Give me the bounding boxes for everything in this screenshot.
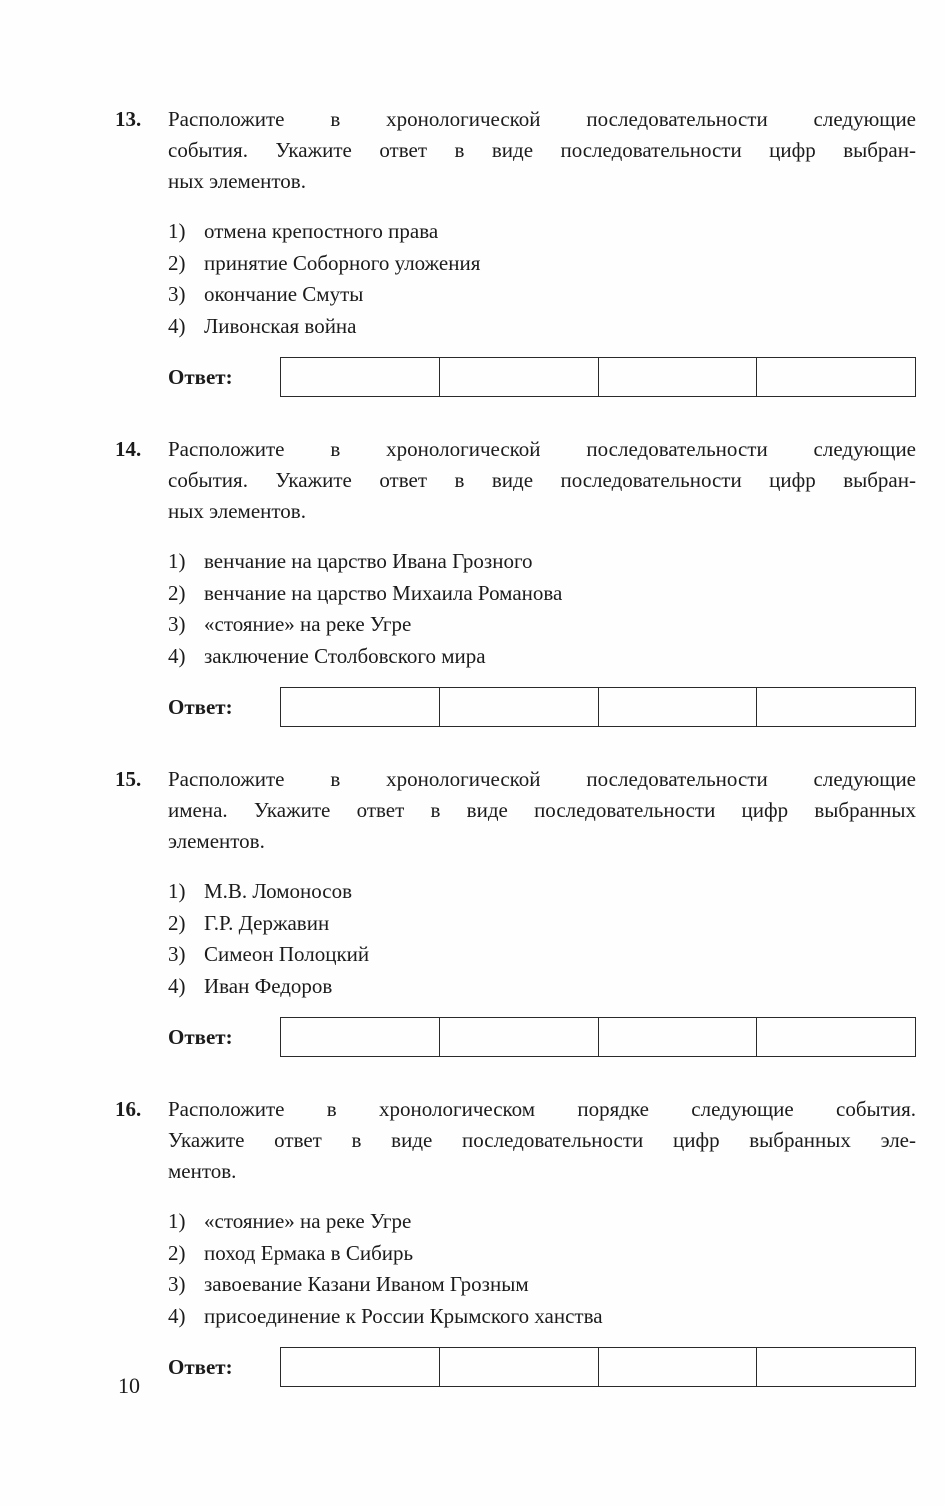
option-item	[168, 1269, 916, 1301]
option-number: 4)	[168, 1303, 186, 1328]
option-text: М.В. Ломоносов	[204, 879, 353, 903]
option-item	[168, 1238, 916, 1270]
option-number: 2)	[168, 580, 186, 605]
option-number: 3)	[168, 282, 186, 306]
options-list	[168, 876, 916, 1002]
answer-cell	[757, 688, 915, 726]
option-item	[168, 546, 916, 578]
question-text-line: Укажите ответ в виде последовательности цифр выбранных эле-	[168, 1128, 916, 1152]
option-text: Симеон Полоцкий	[204, 942, 370, 966]
answer-cell	[599, 688, 758, 726]
answer-cell	[440, 358, 599, 396]
question-text	[168, 104, 916, 197]
answer-cell	[599, 1348, 758, 1386]
question-number: 13.	[115, 107, 142, 131]
answer-cell	[281, 1348, 440, 1386]
option-text: принятие Соборного уложения	[204, 250, 481, 275]
answer-cell	[440, 1018, 599, 1056]
option-item	[168, 1206, 916, 1238]
option-item	[168, 311, 916, 343]
option-text: венчание на царство Михаила Романова	[204, 580, 563, 605]
question-text-line: Расположите в хронологической последовательности следующие	[168, 107, 916, 131]
option-number: 4)	[168, 313, 186, 338]
question-text-line: Расположите в хронологической последовательности следующие	[168, 767, 916, 791]
option-item	[168, 216, 916, 248]
question-text-line: события. Укажите ответ в виде последовательности цифр выбран-	[168, 138, 916, 162]
option-text: поход Ермака в Сибирь	[204, 1240, 414, 1265]
option-text: «стояние» на реке Угре	[204, 612, 412, 636]
option-item	[168, 908, 916, 940]
answer-row	[168, 357, 916, 397]
options-list	[168, 546, 916, 672]
question-13	[115, 104, 916, 397]
answer-box	[280, 687, 916, 727]
option-number: 3)	[168, 942, 186, 966]
question-number: 15.	[115, 767, 142, 791]
option-item	[168, 578, 916, 610]
options-list	[168, 1206, 916, 1332]
answer-cell	[757, 358, 915, 396]
answer-cell	[440, 688, 599, 726]
option-number: 2)	[168, 250, 186, 275]
question-text	[168, 764, 916, 857]
answer-box	[280, 357, 916, 397]
option-number: 1)	[168, 219, 186, 243]
answer-box	[280, 1347, 916, 1387]
option-text: «стояние» на реке Угре	[204, 1209, 412, 1233]
option-text: венчание на царство Ивана Грозного	[204, 549, 533, 573]
option-text: Г.Р. Державин	[204, 910, 330, 935]
option-item	[168, 248, 916, 280]
answer-row	[168, 1347, 916, 1387]
answer-row	[168, 1017, 916, 1057]
option-text: окончание Смуты	[204, 282, 364, 306]
option-number: 4)	[168, 643, 186, 668]
answer-row	[168, 687, 916, 727]
question-text-line: Расположите в хронологическом порядке следующие события.	[168, 1097, 916, 1121]
option-text: Иван Федоров	[204, 973, 333, 998]
question-14	[115, 434, 916, 727]
option-text: отмена крепостного права	[204, 219, 439, 243]
answer-box	[280, 1017, 916, 1057]
option-item	[168, 609, 916, 641]
answer-cell	[599, 1018, 758, 1056]
option-number: 3)	[168, 612, 186, 636]
answer-label: Ответ:	[168, 694, 233, 719]
answer-cell	[281, 1018, 440, 1056]
question-text	[168, 434, 916, 527]
answer-label: Ответ:	[168, 1354, 233, 1379]
question-text-line: ных элементов.	[168, 499, 306, 523]
answer-cell	[281, 688, 440, 726]
answer-label: Ответ:	[168, 1024, 233, 1049]
question-number: 14.	[115, 437, 142, 461]
question-text-line: имена. Укажите ответ в виде последовательности цифр выбранных	[168, 798, 916, 822]
question-text-line: ментов.	[168, 1159, 237, 1183]
question-text-line: ных элементов.	[168, 169, 306, 193]
question-16	[115, 1094, 916, 1387]
option-number: 1)	[168, 1209, 186, 1233]
question-number: 16.	[115, 1097, 142, 1121]
answer-label: Ответ:	[168, 364, 233, 389]
question-15	[115, 764, 916, 1057]
option-text: присоединение к России Крымского ханства	[204, 1303, 603, 1328]
option-item	[168, 641, 916, 673]
option-number: 2)	[168, 910, 186, 935]
option-number: 4)	[168, 973, 186, 998]
option-item	[168, 1301, 916, 1333]
option-number: 1)	[168, 879, 186, 903]
option-text: заключение Столбовского мира	[204, 643, 486, 668]
question-text-line: Расположите в хронологической последовательности следующие	[168, 437, 916, 461]
question-text-line: события. Укажите ответ в виде последовательности цифр выбран-	[168, 468, 916, 492]
answer-cell	[440, 1348, 599, 1386]
option-item	[168, 939, 916, 971]
option-number: 1)	[168, 549, 186, 573]
answer-cell	[281, 358, 440, 396]
option-number: 2)	[168, 1240, 186, 1265]
option-item	[168, 971, 916, 1003]
option-item	[168, 279, 916, 311]
option-item	[168, 876, 916, 908]
page-number: 10	[118, 1373, 140, 1398]
answer-cell	[757, 1348, 915, 1386]
answer-cell	[599, 358, 758, 396]
option-text: завоевание Казани Иваном Грозным	[204, 1272, 529, 1296]
option-number: 3)	[168, 1272, 186, 1296]
options-list	[168, 216, 916, 342]
option-text: Ливонская война	[204, 313, 357, 338]
question-text-line: элементов.	[168, 829, 265, 853]
question-text	[168, 1094, 916, 1187]
answer-cell	[757, 1018, 915, 1056]
